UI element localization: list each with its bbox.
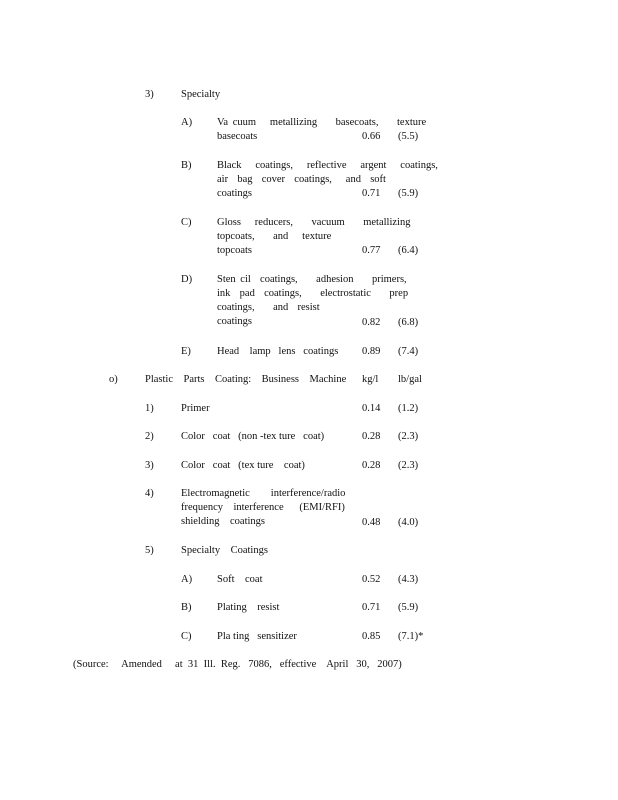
lb-value: (4.0) xyxy=(398,517,419,528)
lb-value: (5.9) xyxy=(398,602,419,613)
description-line: Black coatings, reflective argent coatings, xyxy=(217,160,438,171)
kg-value: 0.71 xyxy=(362,602,381,613)
lb-value: (7.1)* xyxy=(398,631,424,642)
description-line: coatings xyxy=(217,316,252,327)
specialty-item-description xyxy=(217,273,413,329)
section-letter: o) xyxy=(109,374,118,385)
description-line: Gloss reducers, vacuum metallizing xyxy=(217,217,411,228)
description-line: frequency interference (EMI/RFI) xyxy=(181,502,345,513)
unit-lb-header: lb/gal xyxy=(398,374,422,385)
specialty-item-letter: C) xyxy=(181,217,192,228)
description-line: basecoats xyxy=(217,131,258,142)
description-line: topcoats, and texture xyxy=(217,231,332,242)
subitem-letter: A) xyxy=(181,574,193,585)
item-number: 2) xyxy=(145,431,154,442)
item-number: 5) xyxy=(145,545,154,556)
lb-value: (6.8) xyxy=(398,317,419,328)
specialty-heading: Specialty xyxy=(181,89,221,100)
kg-value: 0.89 xyxy=(362,346,381,357)
kg-value: 0.82 xyxy=(362,317,381,328)
lb-value: (1.2) xyxy=(398,403,419,414)
lb-value: (5.9) xyxy=(398,188,419,199)
lb-value: (5.5) xyxy=(398,131,419,142)
specialty-item-description xyxy=(217,216,413,258)
item-description: Primer xyxy=(181,403,210,414)
specialty-item-description xyxy=(217,159,438,201)
specialty-item-description: Head lamp lens coatings xyxy=(217,346,339,357)
description-line: air bag cover coatings, and soft xyxy=(217,174,386,185)
section-title: Plastic Parts Coating: Business Machine xyxy=(145,374,347,385)
lb-value: (7.4) xyxy=(398,346,419,357)
lb-value: (4.3) xyxy=(398,574,419,585)
kg-value: 0.85 xyxy=(362,631,381,642)
subitem-description: Pla ting sensitizer xyxy=(217,631,297,642)
source-note: (Source: Amended at 31 Ill. Reg. 7086, effective April 30, 2007) xyxy=(73,659,402,670)
description-line: ink pad coatings, electrostatic prep xyxy=(217,288,409,299)
item-description: Color coat (non -tex ture coat) xyxy=(181,431,325,442)
kg-value: 0.28 xyxy=(362,431,381,442)
kg-value: 0.28 xyxy=(362,460,381,471)
item-description: Specialty Coatings xyxy=(181,545,268,556)
subitem-description: Plating resist xyxy=(217,602,280,613)
description-line: coatings, and resist xyxy=(217,302,320,313)
kg-value: 0.48 xyxy=(362,517,381,528)
description-line: Electromagnetic interference/radio xyxy=(181,488,346,499)
specialty-number: 3) xyxy=(145,89,154,100)
item-number: 4) xyxy=(145,488,154,499)
kg-value: 0.77 xyxy=(362,245,381,256)
description-line: coatings xyxy=(217,188,252,199)
subitem-description: Soft coat xyxy=(217,574,263,585)
kg-value: 0.71 xyxy=(362,188,381,199)
specialty-item-letter: E) xyxy=(181,346,191,357)
description-line: shielding coatings xyxy=(181,516,265,527)
kg-value: 0.66 xyxy=(362,131,381,142)
description-line: topcoats xyxy=(217,245,252,256)
item-number: 1) xyxy=(145,403,154,414)
description-line: Sten cil coatings, adhesion primers, xyxy=(217,274,407,285)
lb-value: (2.3) xyxy=(398,460,419,471)
unit-kg-header: kg/l xyxy=(362,374,379,385)
item-description xyxy=(181,487,345,529)
lb-value: (2.3) xyxy=(398,431,419,442)
description-line: Va cuum metallizing basecoats, texture xyxy=(217,117,427,128)
item-description: Color coat (tex ture coat) xyxy=(181,460,305,471)
specialty-item-letter: A) xyxy=(181,117,193,128)
item-number: 3) xyxy=(145,460,154,471)
specialty-item-letter: B) xyxy=(181,160,192,171)
kg-value: 0.52 xyxy=(362,574,381,585)
lb-value: (6.4) xyxy=(398,245,419,256)
kg-value: 0.14 xyxy=(362,403,381,414)
specialty-item-description xyxy=(217,116,427,144)
subitem-letter: B) xyxy=(181,602,192,613)
subitem-letter: C) xyxy=(181,631,192,642)
specialty-item-letter: D) xyxy=(181,274,193,285)
